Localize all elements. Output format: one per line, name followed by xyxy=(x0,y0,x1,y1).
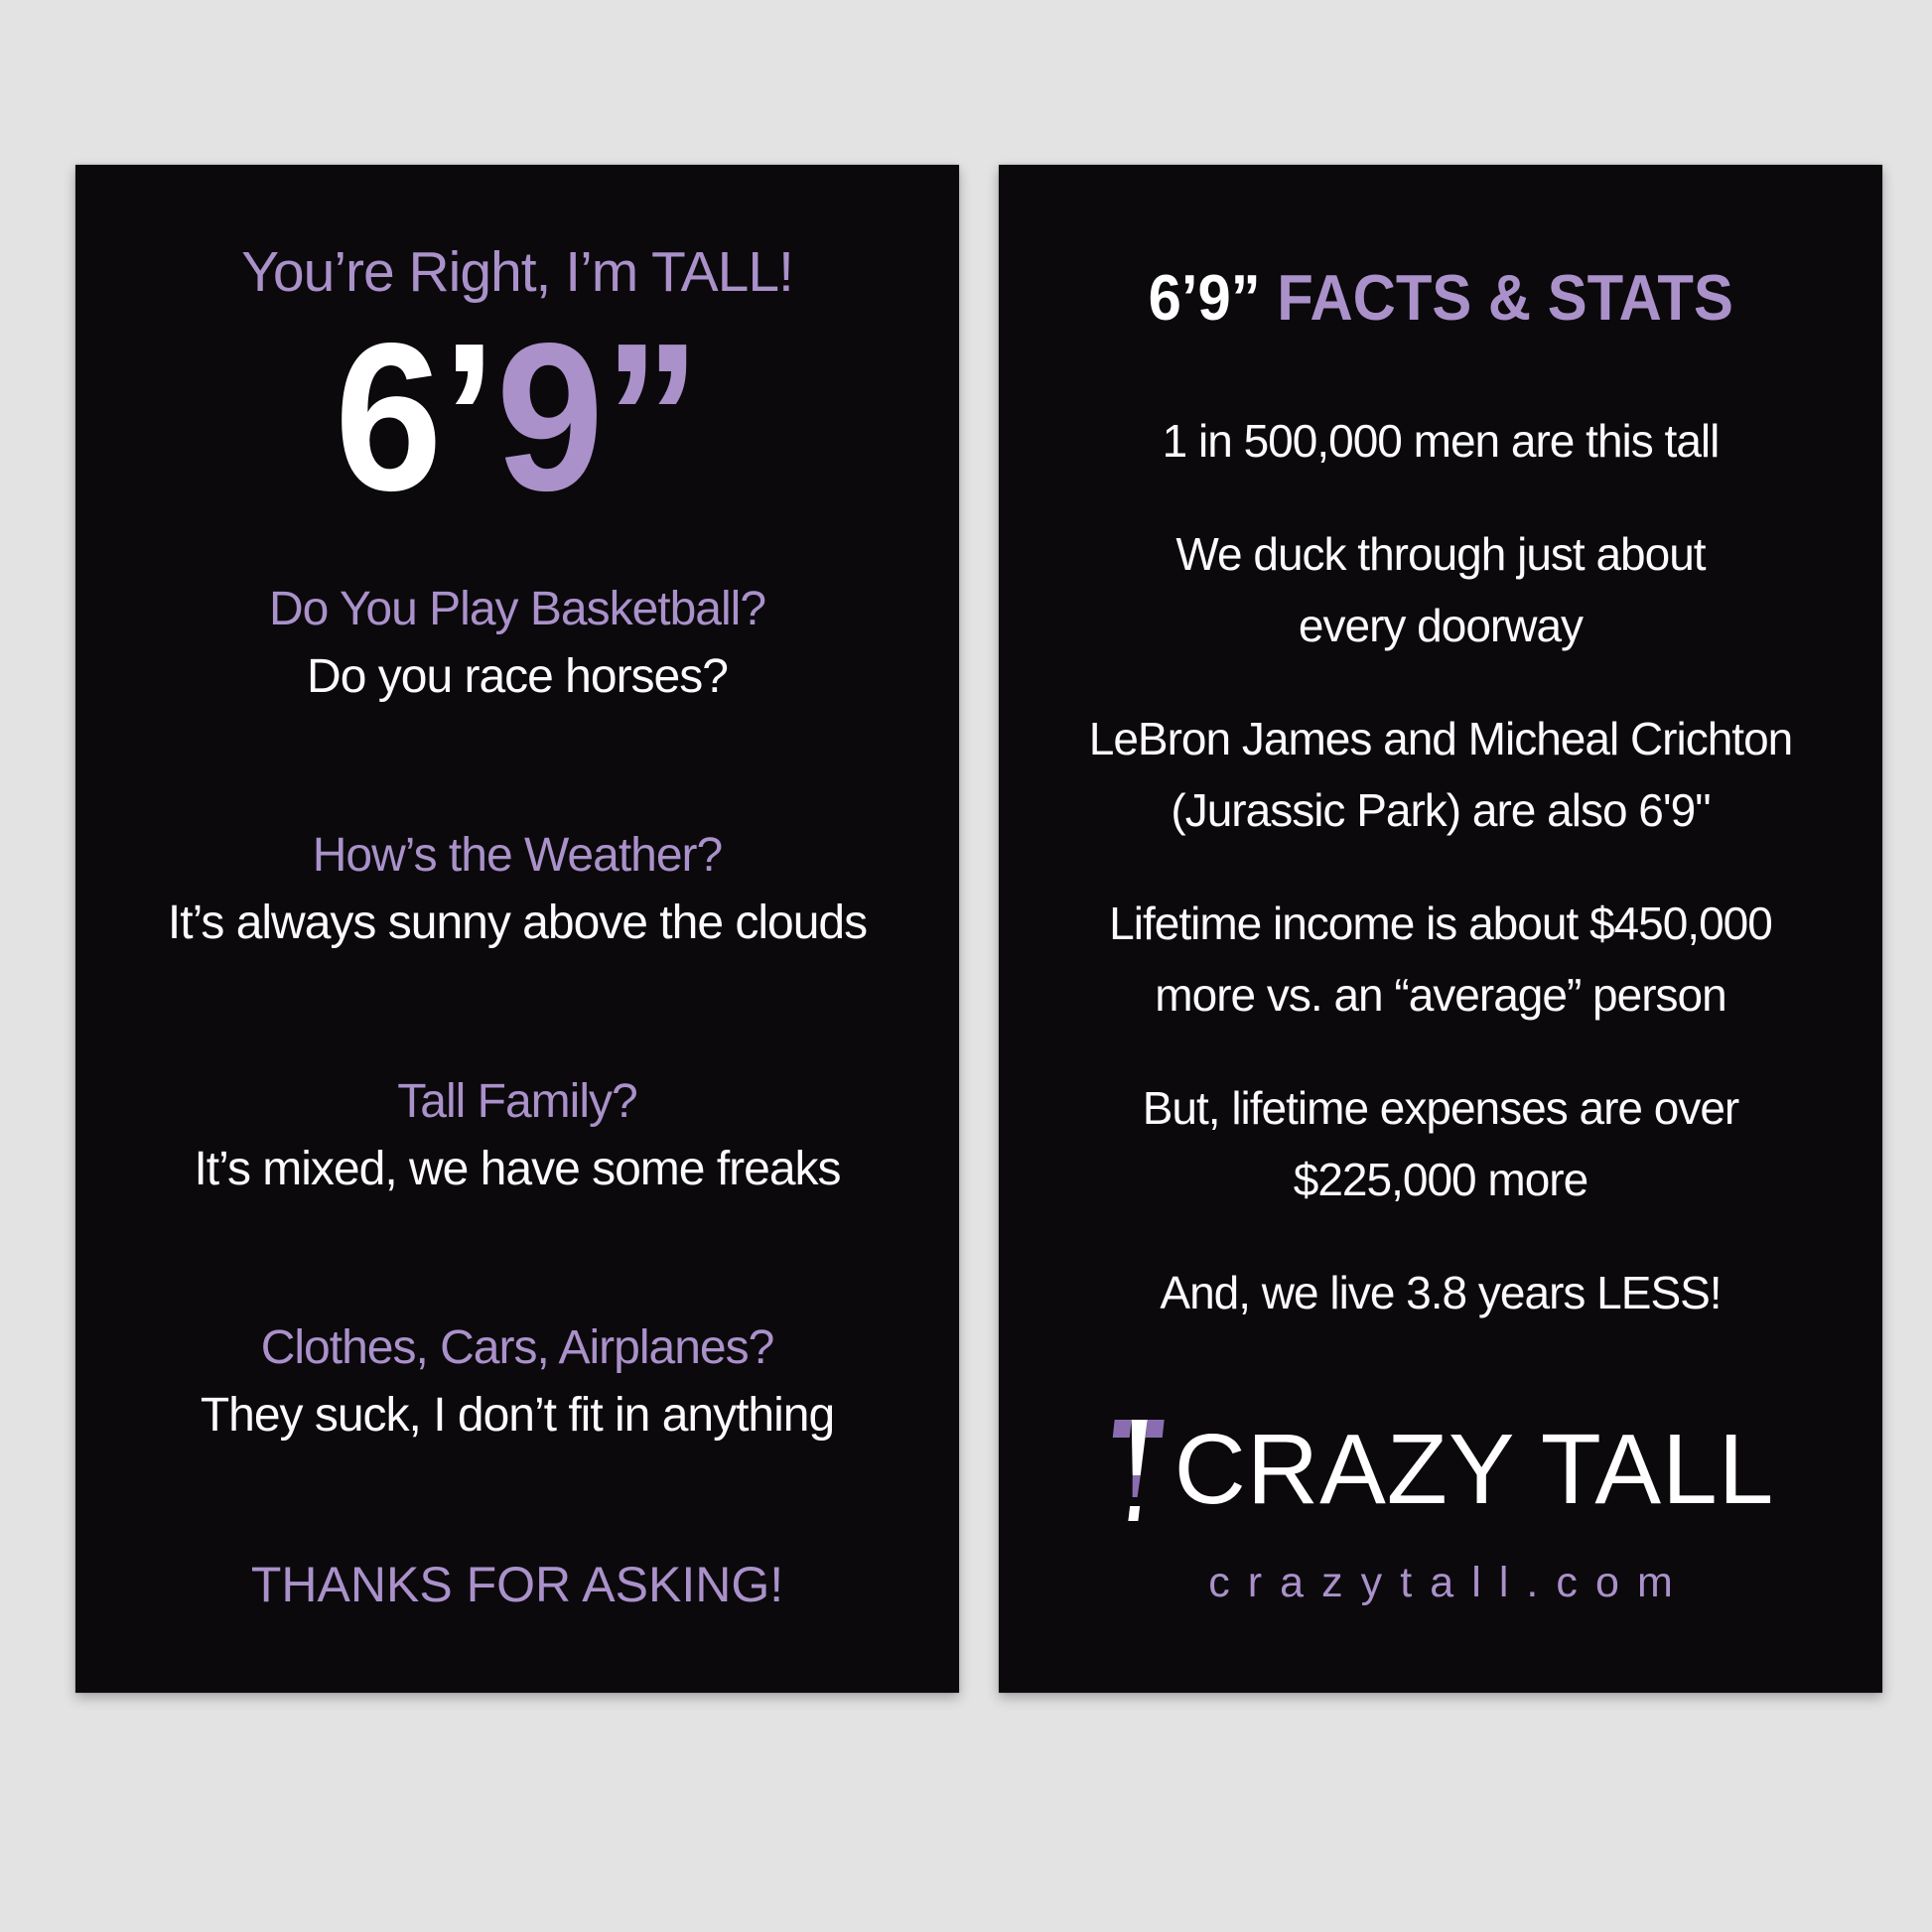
qa-basketball xyxy=(75,576,959,711)
height-inches: 9” xyxy=(495,299,701,534)
qa-question: Clothes, Cars, Airplanes? xyxy=(260,1321,774,1374)
fact-line: But, lifetime expenses are over xyxy=(1142,1082,1739,1134)
fact-line: more vs. an “average” person xyxy=(1155,969,1726,1021)
qa-answer: They suck, I don’t fit in anything xyxy=(200,1389,835,1442)
fact-line: We duck through just about xyxy=(1175,528,1706,580)
qa-question: Do You Play Basketball? xyxy=(268,583,766,635)
qa-question: How’s the Weather? xyxy=(312,829,723,882)
fact-celebrities xyxy=(999,703,1882,846)
height-feet: 6’ xyxy=(334,299,496,534)
qa-family xyxy=(75,1068,959,1203)
fact-income xyxy=(999,888,1882,1031)
qa-clothes xyxy=(75,1314,959,1449)
back-title-height: 6’9” xyxy=(1148,261,1278,334)
website-url: crazytall.com xyxy=(1208,1559,1691,1606)
qa-answer: It’s mixed, we have some freaks xyxy=(194,1143,841,1195)
front-card-footer: THANKS FOR ASKING! xyxy=(250,1557,784,1612)
fact-lifespan xyxy=(999,1257,1882,1328)
fact-rarity xyxy=(999,405,1882,477)
fact-line: (Jurassic Park) are also 6'9" xyxy=(1171,784,1711,836)
front-card-title: You’re Right, I’m TALL! xyxy=(241,240,793,304)
height-headline xyxy=(75,299,959,534)
fact-line: 1 in 500,000 men are this tall xyxy=(1162,415,1720,467)
back-title-label: FACTS & STATS xyxy=(1277,261,1733,334)
fact-line: Lifetime income is about $450,000 xyxy=(1109,897,1772,949)
back-card xyxy=(999,165,1882,1693)
qa-answer: Do you race horses? xyxy=(307,650,728,703)
crazy-tall-logo xyxy=(999,1414,1882,1525)
fact-line: LeBron James and Micheal Crichton xyxy=(1088,713,1793,764)
qa-weather xyxy=(75,822,959,957)
t-exclamation-mark-icon xyxy=(1107,1414,1165,1525)
fact-doorways xyxy=(999,518,1882,661)
fact-line: every doorway xyxy=(1298,600,1584,651)
front-card xyxy=(75,165,959,1693)
fact-line: $225,000 more xyxy=(1293,1154,1588,1205)
logo-wordmark: CRAZY TALL xyxy=(1173,1414,1775,1525)
fact-expenses xyxy=(999,1072,1882,1215)
qa-answer: It’s always sunny above the clouds xyxy=(167,897,868,949)
qa-question: Tall Family? xyxy=(397,1075,637,1128)
fact-line: And, we live 3.8 years LESS! xyxy=(1160,1267,1722,1318)
back-card-title xyxy=(999,262,1882,334)
